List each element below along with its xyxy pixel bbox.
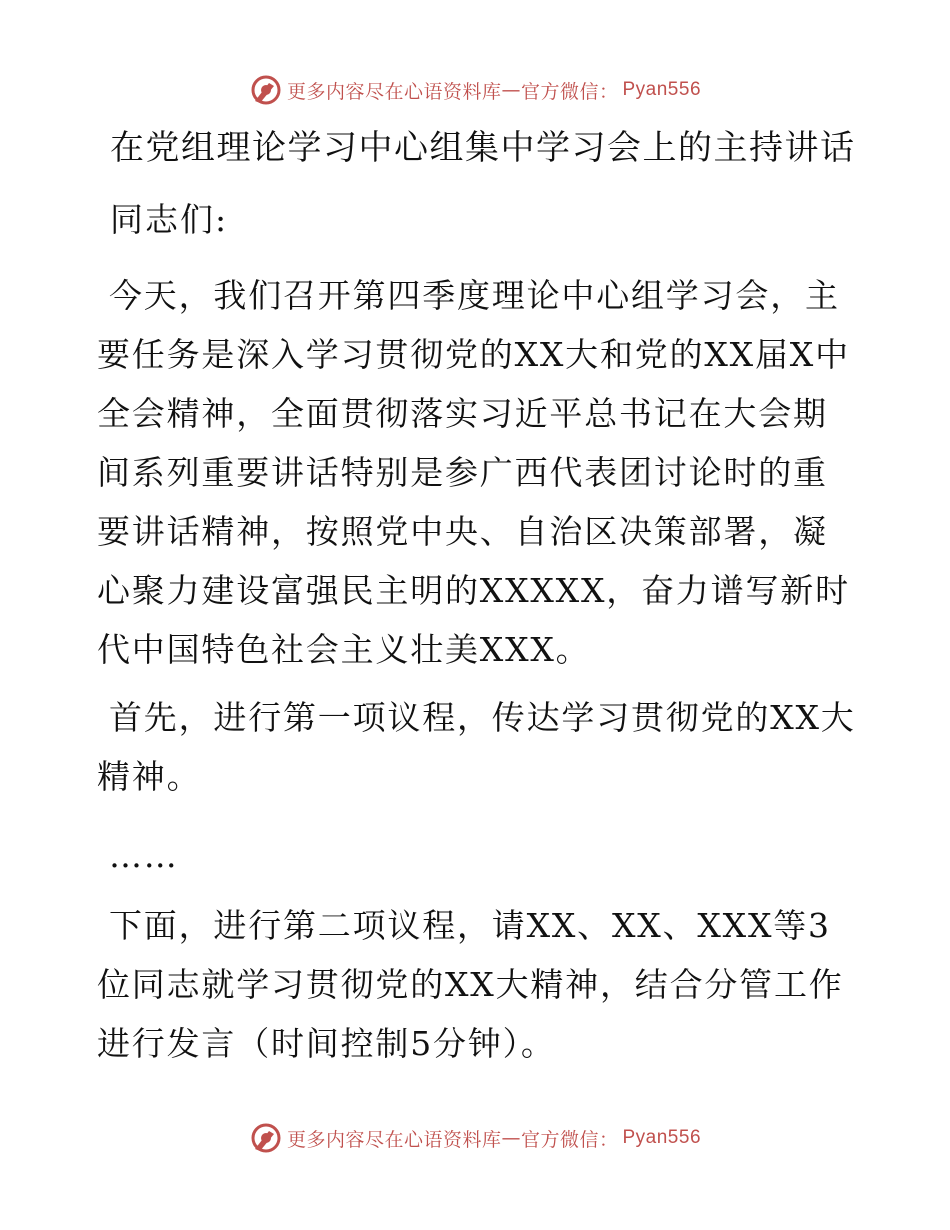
paragraph-agenda-1: 首先，进行第一项议程，传达学习贯彻党的XX大精神。 xyxy=(97,698,856,796)
paragraph-ellipsis: …… xyxy=(109,836,179,875)
paragraph-opening: 今天，我们召开第四季度理论中心组学习会，主要任务是深入学习贯彻党的XX大和党的XX届X中全会精神，全面贯彻落实习近平总书记在大会期间系列重要讲话特别是参广西代表团讨论时的重要讲话精神，按照党中央、自治区决策部署，凝心聚力建设富强民主明的XXXXX，奋力谱写新时代中国特色社会主义壮美XXX。 xyxy=(97,276,850,669)
watermark-separator: — xyxy=(501,79,521,101)
document-title: 在党组理论学习中心组集中学习会上的主持讲话 xyxy=(110,128,856,168)
watermark-wechat-label: 官方微信： xyxy=(520,80,619,103)
paragraph-agenda-2: 下面，进行第二项议程，请XX、XX、XXX等3位同志就学习贯彻党的XX大精神，结合分管工作进行发言（时间控制5分钟）。 xyxy=(97,906,844,1063)
watermark-wechat-id: Pyan556 xyxy=(622,79,702,100)
greeting: 同志们: xyxy=(110,200,229,239)
footer-watermark xyxy=(0,1118,950,1158)
pen-circle-logo-icon xyxy=(249,1121,283,1155)
watermark-text: 更多内容尽在心语资料库 xyxy=(286,80,502,103)
watermark-wechat-label: 官方微信： xyxy=(520,1128,619,1151)
watermark-text: 更多内容尽在心语资料库 xyxy=(286,1128,502,1151)
watermark-wechat-id: Pyan556 xyxy=(622,1127,702,1148)
watermark-separator: — xyxy=(501,1127,521,1149)
pen-circle-logo-icon xyxy=(249,73,283,107)
header-watermark xyxy=(0,70,950,110)
